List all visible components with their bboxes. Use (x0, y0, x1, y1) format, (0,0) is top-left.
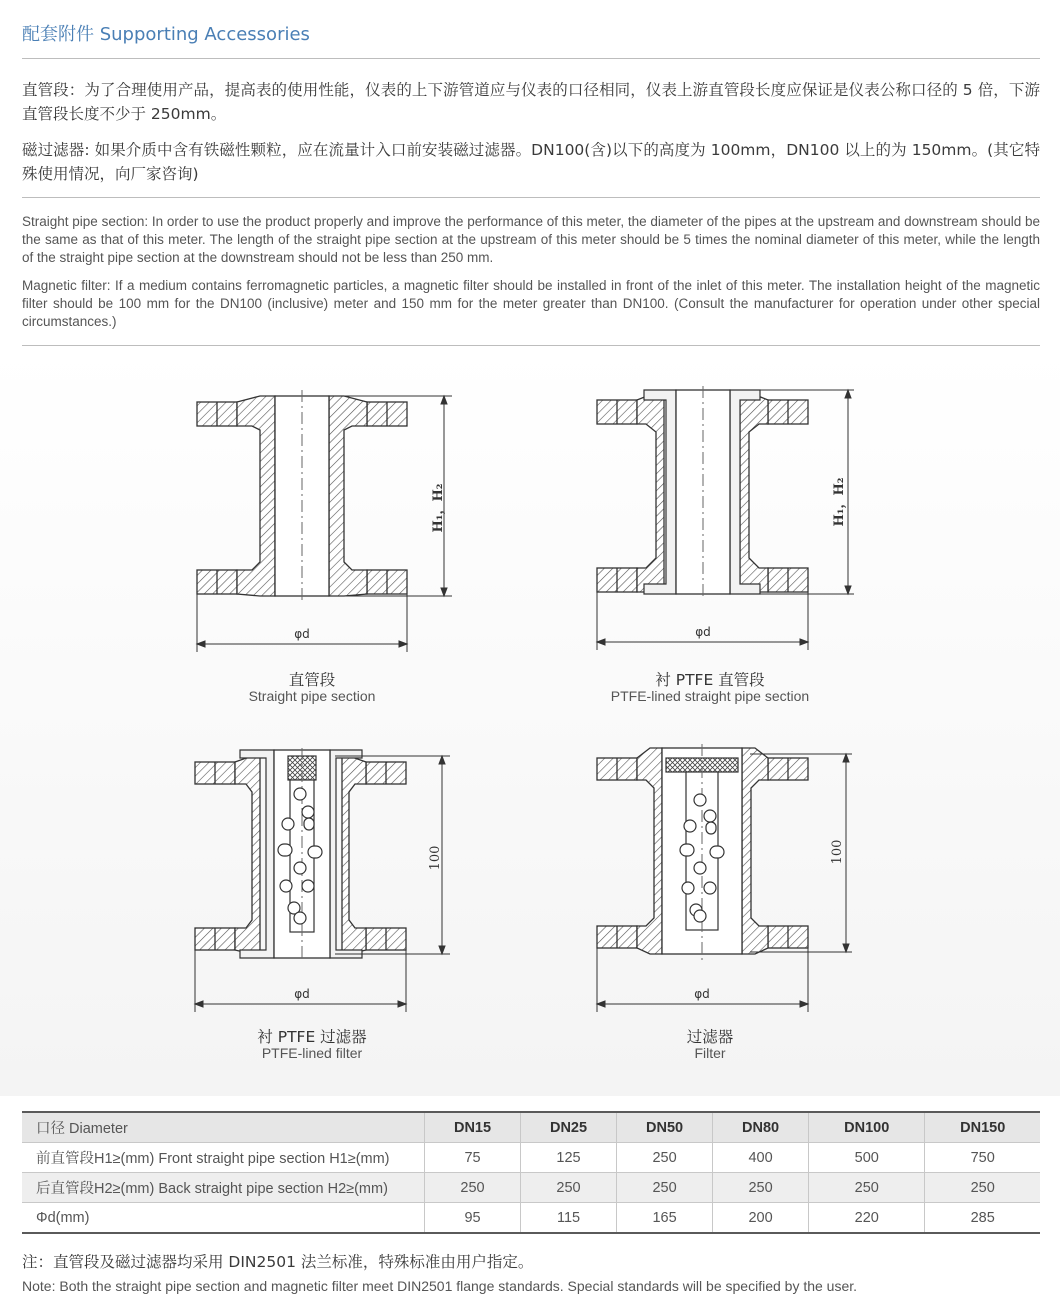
table-cell: 75 (425, 1143, 521, 1173)
table-cell: 250 (809, 1173, 925, 1203)
table-cell: 165 (617, 1203, 713, 1234)
caption-ptfe-filter-en: PTFE-lined filter (261, 1045, 363, 1061)
table-col-header: DN100 (809, 1112, 925, 1143)
filter-diagram (580, 740, 860, 1020)
table-row-label: 后直管段H2≥(mm) Back straight pipe section H2≥(mm) (22, 1173, 425, 1203)
table-cell: 200 (713, 1203, 809, 1234)
ptfe-straight-width-label: φd (695, 625, 711, 639)
table-cell: 250 (617, 1173, 713, 1203)
table-cell: 125 (521, 1143, 617, 1173)
caption-straight-en: Straight pipe section (248, 688, 376, 704)
table-cell: 115 (521, 1203, 617, 1234)
table-col-header: DN15 (425, 1112, 521, 1143)
ptfe-straight-pipe-diagram (580, 380, 860, 660)
intro-en-straight: Straight pipe section: In order to use the product properly and improve the performance of this meter, the diameter of the pipes at the upstream and downstream should be the same as that of this meter. The length of the straight pipe section at the upstream of this meter should be 5 times the nominal diameter of this meter, while the length of the straight pipe section at the downstream should not be less than 250 mm. (22, 214, 1040, 265)
ptfe-filter-diagram (180, 740, 460, 1020)
table-col-header: DN50 (617, 1112, 713, 1143)
table-header-row (22, 1112, 1040, 1143)
caption-ptfe-filter-zh: 衬 PTFE 过滤器 (257, 1028, 367, 1046)
table-row-label: 前直管段H1≥(mm) Front straight pipe section H1≥(mm) (22, 1143, 425, 1173)
table-header-label: 口径 Diameter (22, 1112, 425, 1143)
diagram-area (0, 346, 1060, 1096)
table-cell: 250 (425, 1173, 521, 1203)
table-row (22, 1173, 1040, 1203)
note-en: Note: Both the straight pipe section and magnetic filter meet DIN2501 flange standards. Special standards will be specified by the user. (22, 1278, 858, 1294)
table-cell: 95 (425, 1203, 521, 1234)
caption-filter-en: Filter (694, 1045, 726, 1061)
caption-ptfe-straight-en: PTFE-lined straight pipe section (610, 688, 810, 704)
ptfe-filter-width-label: φd (294, 987, 310, 1001)
note-zh: 注：直管段及磁过滤器均采用 DIN2501 法兰标准，特殊标准由用户指定。 (22, 1253, 534, 1271)
intro-zh-straight: 直管段：为了合理使用产品，提高表的使用性能，仪表的上下游管道应与仪表的口径相同，仪表上游直管段长度应保证是仪表公称口径的 5 倍，下游直管段长度不少于 250mm。 (22, 81, 1040, 123)
ptfe-straight-height-label: H₁，H₂ (832, 477, 847, 527)
straight-pipe-diagram (180, 380, 460, 660)
straight-height-label: H₁，H₂ (431, 483, 446, 533)
title-divider (22, 58, 1040, 59)
table-row-label: Φd(mm) (22, 1203, 425, 1234)
spec-table (22, 1111, 1040, 1234)
caption-ptfe-straight-zh: 衬 PTFE 直管段 (655, 671, 765, 689)
table-cell: 400 (713, 1143, 809, 1173)
table-col-header: DN25 (521, 1112, 617, 1143)
section-divider (22, 197, 1040, 198)
table-cell: 250 (521, 1173, 617, 1203)
table-cell: 250 (713, 1173, 809, 1203)
table-col-header: DN150 (960, 1119, 1006, 1136)
filter-width-label: φd (694, 987, 710, 1001)
table-cell: 285 (970, 1209, 995, 1226)
intro-zh-magnetic: 磁过滤器: 如果介质中含有铁磁性颗粒，应在流量计入口前安装磁过滤器。DN100(含)以下的高度为 100mm，DN100 以上的为 150mm。(其它特殊使用情况，向厂家咨询) (22, 141, 1040, 183)
page-title: 配套附件 Supporting Accessories (22, 24, 310, 45)
table-cell: 500 (809, 1143, 925, 1173)
filter-height-label: 100 (830, 839, 845, 865)
table-cell: 750 (970, 1149, 995, 1166)
table-row (22, 1143, 1040, 1173)
table-col-header: DN80 (713, 1112, 809, 1143)
intro-en-magnetic: Magnetic filter: If a medium contains ferromagnetic particles, a magnetic filter should be installed in front of the inlet of this meter. The installation height of the magnetic filter should be 100 mm for the DN100 (inclusive) meter and 150 mm for the meter greater than DN100. (Consult the manufacturer for operation under other special circumstances.) (22, 278, 1040, 329)
table-cell: 250 (970, 1179, 995, 1196)
caption-straight-zh: 直管段 (288, 671, 336, 689)
ptfe-filter-height-label: 100 (428, 845, 443, 871)
table-row (22, 1203, 1040, 1234)
straight-width-label: φd (294, 627, 310, 641)
table-cell: 250 (617, 1143, 713, 1173)
caption-filter-zh: 过滤器 (686, 1028, 734, 1046)
table-cell: 220 (809, 1203, 925, 1234)
